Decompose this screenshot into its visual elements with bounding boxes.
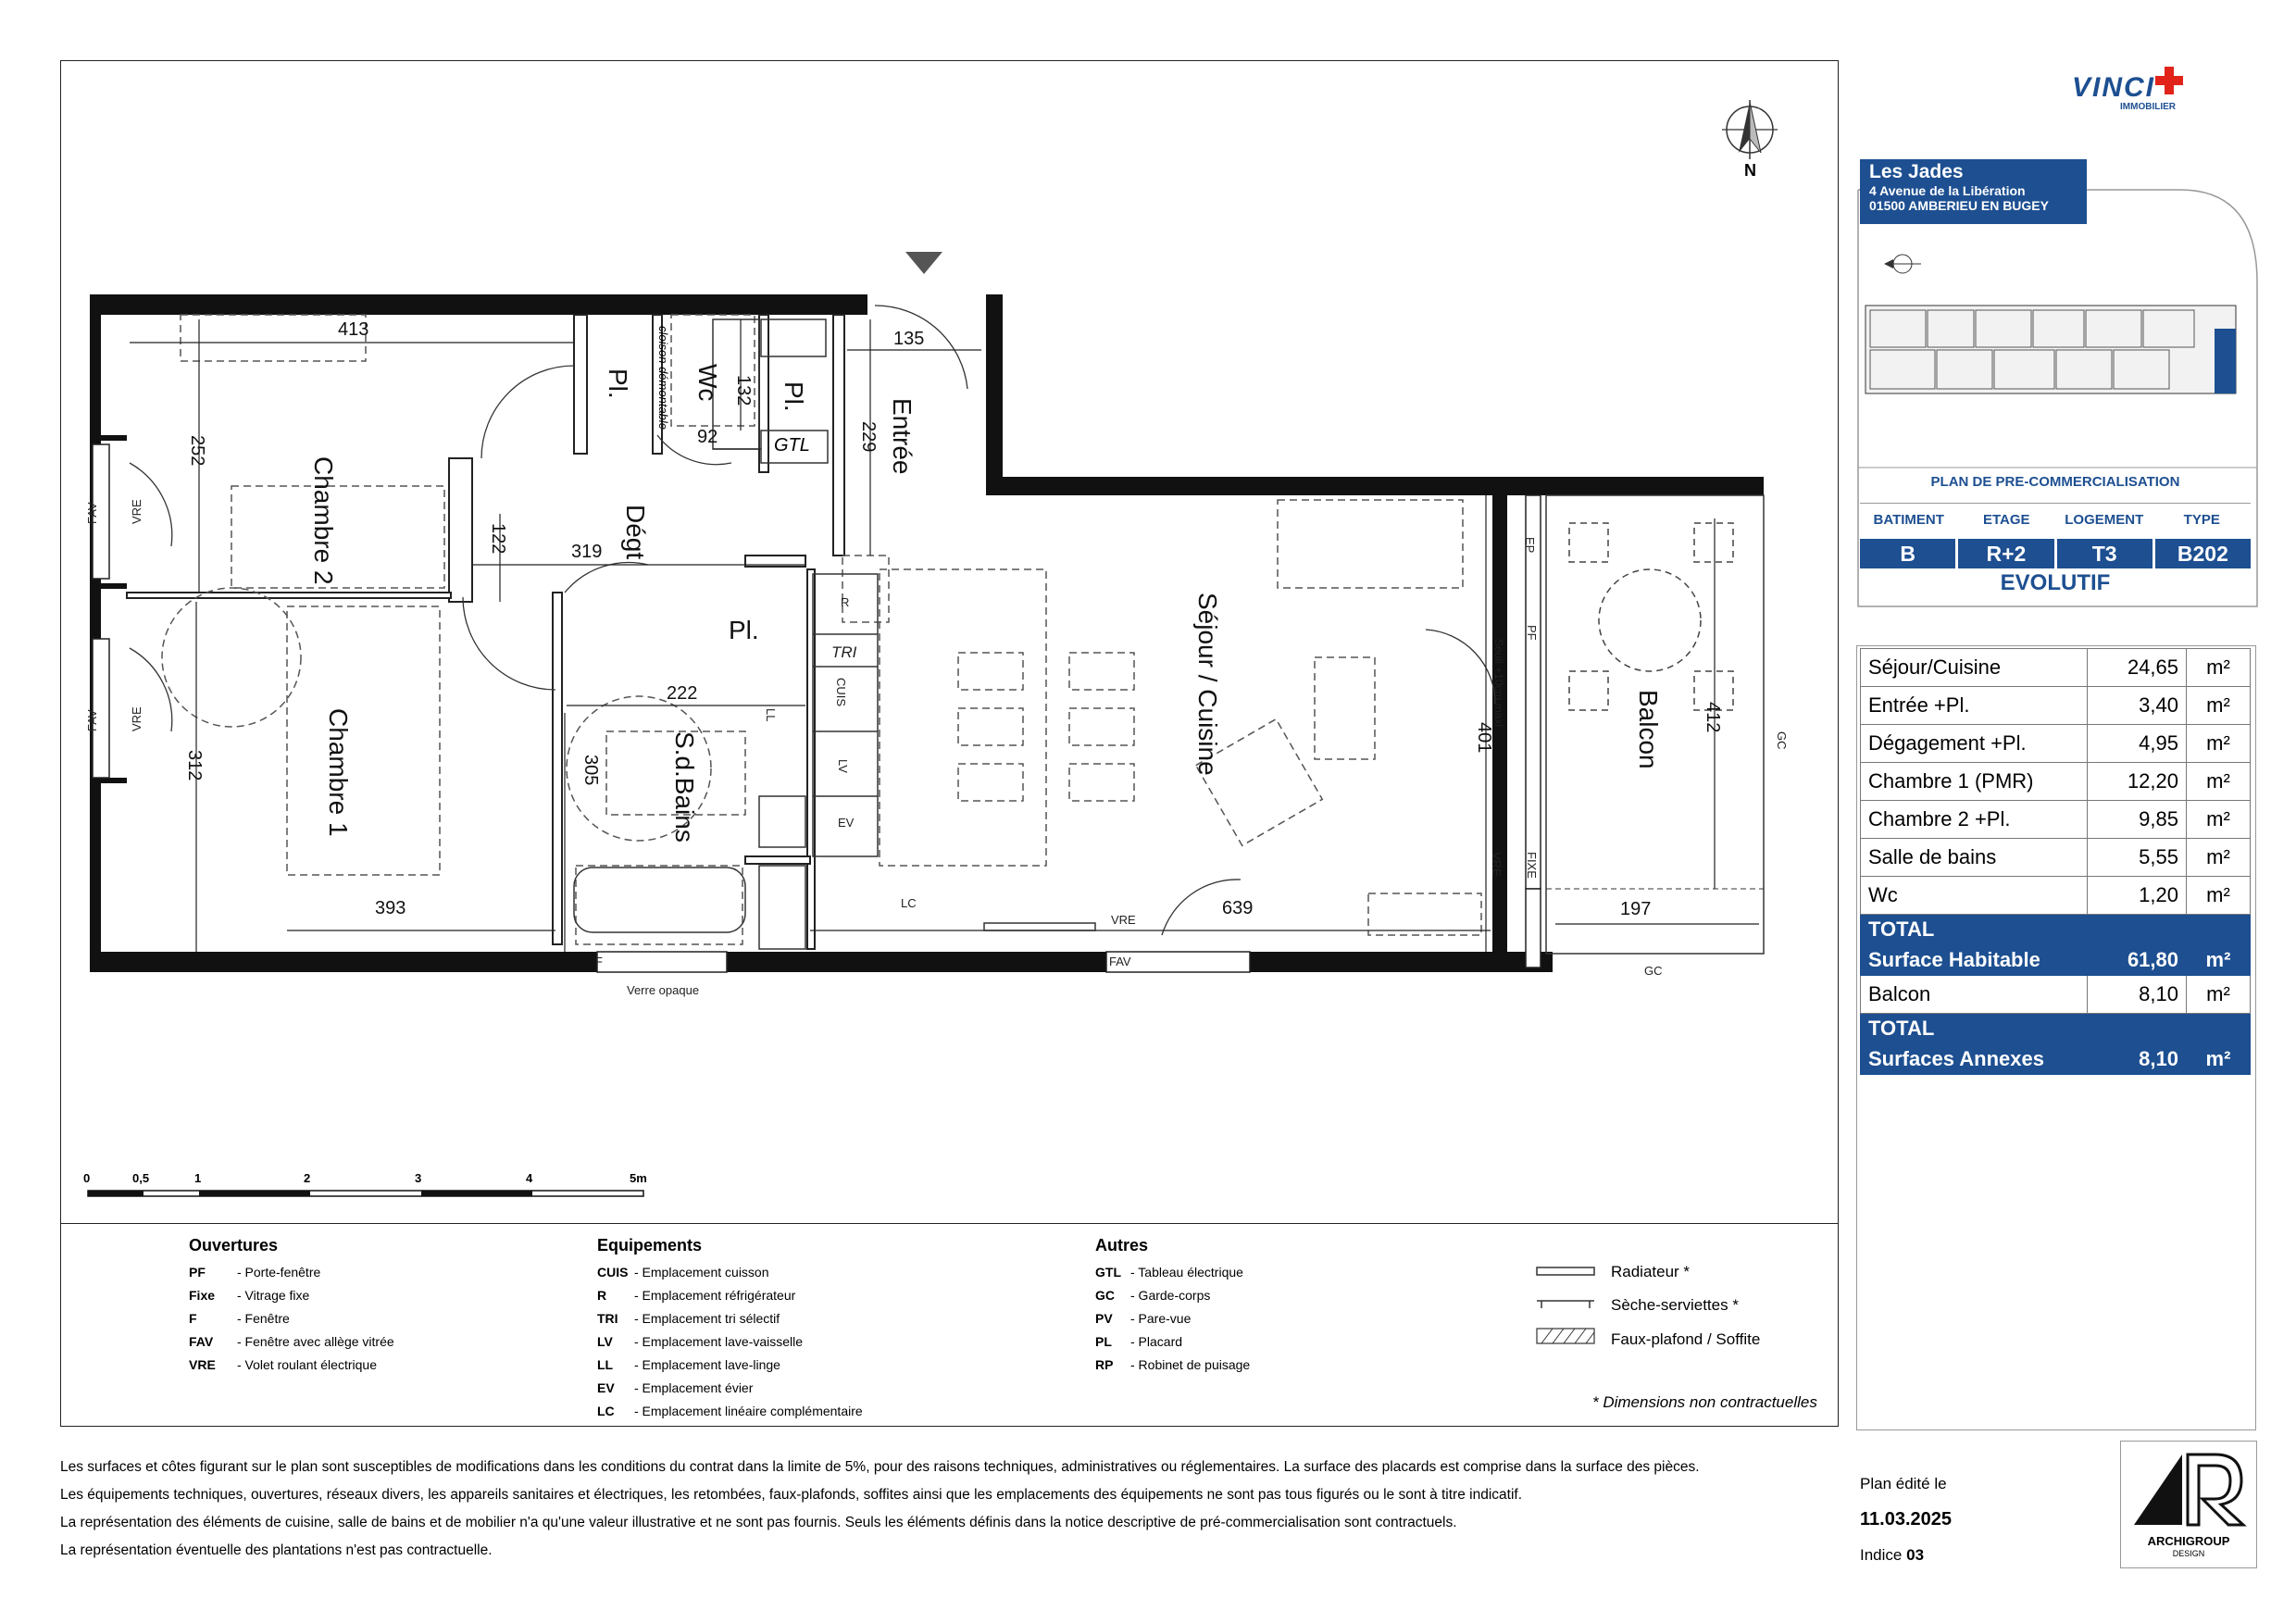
label-fav-1: FAV — [85, 502, 99, 524]
dim-122: 122 — [488, 523, 508, 555]
legend-symbols — [1532, 1264, 1606, 1356]
total-habitable-row-2: Surface Habitable 61,80 m² — [1861, 945, 2251, 976]
label-fav-3: FAV — [1109, 955, 1131, 968]
entry-marker-icon — [905, 252, 942, 274]
room-chambre-1: Chambre 1 — [324, 708, 353, 837]
legend-item: PL - Placard — [1095, 1334, 1183, 1349]
table-row: Entrée +Pl. 3,40 m² — [1861, 687, 2251, 725]
label-cuis: CUIS — [834, 678, 848, 707]
north-arrow-icon — [1722, 100, 1778, 159]
label-verre-opaque: Verre opaque — [627, 983, 700, 997]
lot-type: B202 — [2155, 539, 2251, 568]
bathtub-icon — [574, 868, 745, 932]
dim-312: 312 — [184, 750, 205, 781]
legend-ouvertures-title: Ouvertures — [189, 1236, 279, 1255]
legend-autres-title: Autres — [1095, 1236, 1149, 1255]
project-name: Les Jades — [1869, 161, 1964, 182]
index-label: Indice — [1860, 1546, 1903, 1564]
table-row: Balcon 8,10 m² — [1861, 976, 2251, 1014]
room-sejour-cuisine: Séjour / Cuisine — [1193, 593, 1222, 776]
label-ll: LL — [764, 708, 778, 722]
scale-4: 4 — [526, 1171, 533, 1185]
room-balcon: Balcon — [1634, 690, 1663, 769]
disclaimer — [60, 1454, 1700, 1565]
label-lc: LC — [901, 896, 917, 910]
index-value: 03 — [1906, 1546, 1925, 1564]
legend-item: RP - Robinet de puisage — [1095, 1357, 1251, 1372]
furniture — [162, 315, 1481, 944]
project-block — [1860, 159, 2087, 224]
lot-batiment: B — [1860, 539, 1955, 568]
closet-label-1: Pl. — [604, 368, 632, 399]
dim-639: 639 — [1222, 898, 1254, 918]
archigroup-sub: DESIGN — [2172, 1549, 2205, 1558]
label-ep: EP — [1523, 537, 1537, 554]
disclaimer-line: La représentation des éléments de cuisine, salle de bains et de mobilier n'a qu'une valeur illustrative et ne sont pas fournis. Seuls les éléments définis dans la notice descriptive de pré-commercialisation sont contractuels. — [60, 1515, 1457, 1530]
highlighted-lot — [2215, 329, 2236, 393]
legend-item: VRE - Volet roulant électrique — [189, 1357, 377, 1372]
room-degagement: Dégt — [621, 505, 650, 560]
dim-229: 229 — [858, 421, 879, 453]
scale-3: 3 — [415, 1171, 422, 1185]
scale-bar — [83, 1171, 647, 1196]
lot-values — [1860, 539, 2251, 568]
legend-item: LV - Emplacement lave-vaisselle — [597, 1334, 804, 1349]
total-habitable-row: TOTAL — [1861, 915, 2251, 945]
edition-date: 11.03.2025 — [1860, 1509, 1952, 1529]
table-row: Chambre 1 (PMR) 12,20 m² — [1861, 763, 2251, 801]
dim-413: 413 — [338, 319, 369, 340]
legend-item: GTL - Tableau électrique — [1095, 1265, 1243, 1280]
scale-0: 0 — [83, 1171, 91, 1185]
lot-etage: R+2 — [1958, 539, 2053, 568]
dimension-lines — [130, 319, 1759, 952]
vinci-sub: IMMOBILIER — [2120, 102, 2176, 112]
false-ceiling-icon — [1537, 1329, 1594, 1343]
label-pf: PF — [1525, 625, 1539, 641]
label-vre-3: VRE — [1490, 852, 1504, 877]
table-row: Chambre 2 +Pl. 9,85 m² — [1861, 801, 2251, 839]
compass-icon — [1884, 255, 1921, 273]
room-wc: Wc — [693, 364, 722, 402]
lot-headers — [1860, 503, 2251, 541]
key-plan — [1861, 250, 2254, 407]
legend-item: CUIS - Emplacement cuisson — [597, 1265, 769, 1280]
project-address-2: 01500 AMBERIEU EN BUGEY — [1869, 198, 2049, 213]
room-entree: Entrée — [888, 398, 917, 475]
towel-dryer-icon — [1537, 1301, 1594, 1308]
legend-item: EV - Emplacement évier — [597, 1380, 754, 1395]
archigroup-mark-icon — [2121, 1445, 2256, 1529]
room-chambre-2: Chambre 2 — [309, 456, 338, 585]
dim-401: 401 — [1474, 722, 1494, 754]
dim-412: 412 — [1703, 702, 1723, 733]
exterior-walls — [90, 294, 1764, 972]
legend-item: FAV - Fenêtre avec allège vitrée — [189, 1334, 394, 1349]
legend-item: PV - Pare-vue — [1095, 1311, 1192, 1326]
legend-item: GC - Garde-corps — [1095, 1288, 1211, 1303]
disclaimer-line: La représentation éventuelle des plantations n'est pas contractuelle. — [60, 1542, 493, 1558]
archigroup-logo — [2120, 1441, 2257, 1568]
gtl-label: GTL — [774, 435, 810, 456]
lot-header: LOGEMENT — [2065, 512, 2144, 528]
total-annex-row: TOTAL — [1861, 1014, 2251, 1044]
disclaimer-line: Les surfaces et côtes figurant sur le plan sont susceptibles de modifications dans les conditions du contrat dans la limite de 5%, pour des raisons techniques, administratives ou réglementaires. La surface des placards est comprise dans la surface des pièces. — [60, 1459, 1700, 1475]
dim-252: 252 — [187, 435, 207, 467]
disclaimer-line: Les équipements techniques, ouvertures, réseaux divers, les appareils sanitaires et électriques, les retombées, faux-plafonds, soffites ainsi que les emplacements des équipements ne sont pas tous figurés ou le sont à titre indicatif. — [60, 1487, 1523, 1503]
legend-equipements-title: Equipements — [597, 1236, 703, 1255]
dim-92: 92 — [697, 427, 718, 447]
label-tri: TRI — [831, 643, 857, 661]
radiator-icon — [1537, 1267, 1594, 1275]
label-ev: EV — [838, 816, 855, 830]
label-fixe: FIXE — [1525, 852, 1539, 879]
cloison-label: cloison démontable — [656, 326, 670, 431]
legend-item: Fixe - Vitrage fixe — [189, 1288, 310, 1303]
dim-132: 132 — [733, 375, 754, 406]
table-row: Wc 1,20 m² — [1861, 877, 2251, 915]
table-row: Dégagement +Pl. 4,95 m² — [1861, 725, 2251, 763]
vinci-logo: VINCI — [2072, 72, 2156, 103]
legend-item: F - Fenêtre — [189, 1311, 290, 1326]
scale-2: 2 — [304, 1171, 311, 1185]
lot-status: EVOLUTIF — [2000, 570, 2111, 595]
lot-header: BATIMENT — [1873, 512, 1944, 528]
dim-197: 197 — [1620, 899, 1652, 919]
lot-logement: T3 — [2057, 539, 2152, 568]
balcony-table-icon — [1569, 523, 1733, 710]
north-label: N — [1744, 161, 1756, 180]
scale-05: 0,5 — [132, 1171, 150, 1185]
label-vre-1: VRE — [130, 499, 144, 524]
scale-5m: 5m — [630, 1171, 647, 1185]
closet-label-2: Pl. — [780, 381, 808, 412]
vinci-cross-icon — [2155, 67, 2183, 94]
index-row — [1860, 1546, 1924, 1565]
dim-135: 135 — [893, 329, 925, 349]
edition-label: Plan édité le — [1860, 1475, 1947, 1492]
legend-item: LL - Emplacement lave-linge — [597, 1357, 780, 1372]
archigroup-name: ARCHIGROUP — [2147, 1534, 2230, 1548]
label-gc-1: GC — [1775, 731, 1789, 750]
legend-item: LC - Emplacement linéaire complémentaire — [597, 1404, 863, 1418]
label-vre-2: VRE — [130, 706, 144, 731]
legend-seche-serviettes: Sèche-serviettes * — [1611, 1296, 1739, 1314]
dim-222: 222 — [667, 683, 698, 704]
legend-note: * Dimensions non contractuelles — [1592, 1393, 1817, 1411]
legend-radiateur: Radiateur * — [1611, 1263, 1691, 1280]
project-address-1: 4 Avenue de la Libération — [1869, 183, 2026, 198]
dim-319: 319 — [571, 542, 603, 562]
dim-305: 305 — [580, 755, 601, 786]
room-salle-de-bains: S.d.Bains — [670, 731, 699, 843]
legend-item: PF - Porte-fenêtre — [189, 1265, 321, 1280]
lot-header: TYPE — [2183, 512, 2220, 528]
lot-header: ETAGE — [1982, 512, 2030, 528]
plan-title: PLAN DE PRE-COMMERCIALISATION — [1930, 474, 2180, 490]
label-fav-2: FAV — [85, 709, 99, 731]
legend-faux-plafond: Faux-plafond / Soffite — [1611, 1330, 1761, 1348]
table-row: Salle de bains 5,55 m² — [1861, 839, 2251, 877]
label-r: R — [841, 595, 850, 609]
label-gc-2: GC — [1644, 964, 1663, 978]
surfaces-table — [1860, 648, 2251, 1075]
label-vre-4: VRE — [1111, 913, 1136, 927]
legend-item: TRI - Emplacement tri sélectif — [597, 1311, 780, 1326]
table-row: Séjour/Cuisine 24,65 m² — [1861, 649, 2251, 687]
scale-1: 1 — [194, 1171, 202, 1185]
label-f: F — [595, 955, 603, 968]
legend-item: R - Emplacement réfrigérateur — [597, 1288, 796, 1303]
dim-393: 393 — [375, 898, 406, 918]
label-seuil: Seuil +10cm maxi — [1492, 639, 1505, 728]
total-annex-row-2: Surfaces Annexes 8,10 m² — [1861, 1044, 2251, 1075]
closet-label-3: Pl. — [729, 616, 759, 644]
label-lv: LV — [836, 759, 850, 773]
